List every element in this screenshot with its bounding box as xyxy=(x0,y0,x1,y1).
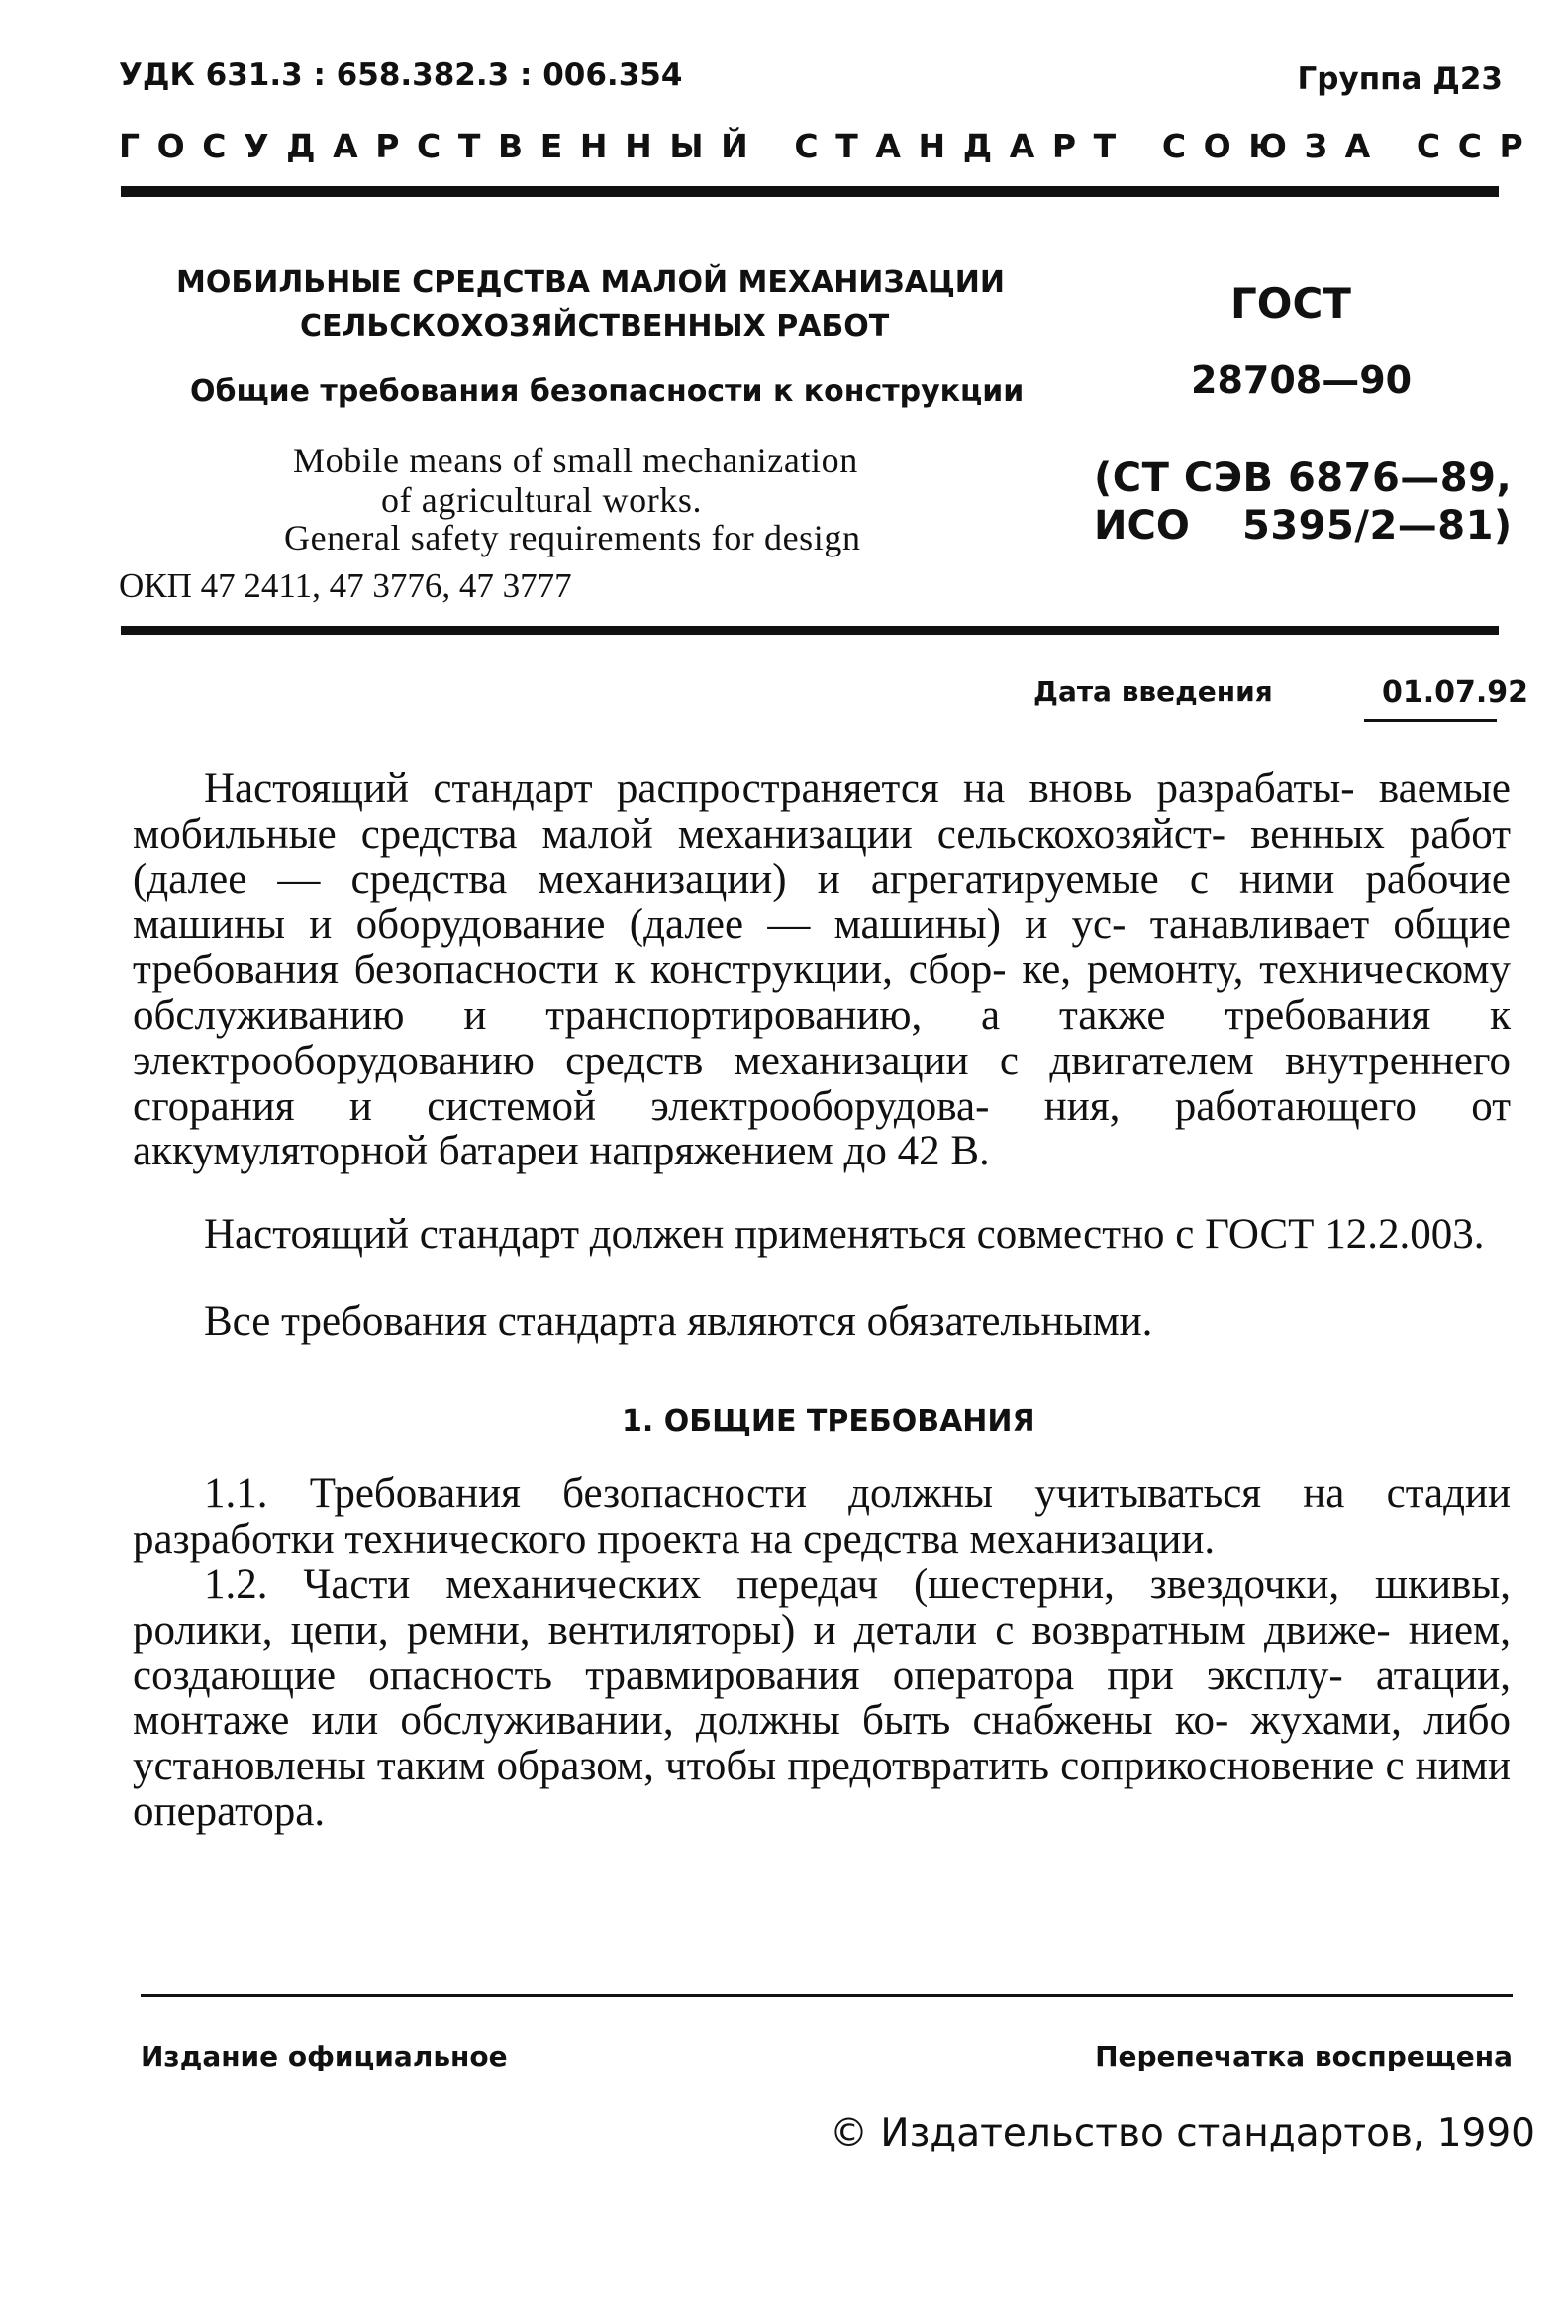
text-line: Настоящий стандарт распространяется на вновь разрабаты- xyxy=(204,765,1355,812)
document-title-line2: СЕЛЬСКОХОЗЯЙСТВЕННЫХ РАБОТ xyxy=(300,309,890,344)
document-subtitle: Общие требования безопасности к конструкции xyxy=(190,374,1025,409)
section-heading: 1. ОБЩИЕ ТРЕБОВАНИЯ xyxy=(622,1404,1035,1439)
text-line: Все требования стандарта являются обязательными. xyxy=(204,1298,1153,1345)
intro-date-label: Дата введения xyxy=(1033,675,1273,708)
text-line: 1.2. Части механических передач (шестерни, звездочки, шкивы, xyxy=(204,1562,1511,1608)
text-line: атации, монтаже или обслуживании, должны быть снабжены ко- xyxy=(133,1652,1511,1745)
mandatory-paragraph xyxy=(133,1299,1511,1345)
group-code: Группа Д23 xyxy=(1297,61,1503,97)
title-block-thick-rule xyxy=(121,626,1499,635)
intro-date-value: 01.07.92 xyxy=(1382,675,1529,710)
english-title-line2: of agricultural works. xyxy=(381,480,703,520)
text-line: ния, работающего от аккумуляторной батареи напряжением до xyxy=(133,1082,1511,1175)
text-line: также требования к электрооборудованию средств механизации с xyxy=(133,991,1511,1084)
text-line: ваемые мобильные средства малой механизации сельскохозяйст- xyxy=(133,765,1511,858)
text-line: венных работ (далее — средства механизации) и агрегатируемые xyxy=(133,810,1512,903)
compatibility-paragraph xyxy=(133,1212,1511,1258)
text-line: двигателем внутреннего сгорания и системой электрооборудова- xyxy=(133,1037,1511,1130)
scope-paragraph xyxy=(133,766,1511,1174)
intro-date-underline xyxy=(1364,719,1497,722)
text-line: танавливает общие требования безопасности к конструкции, сбор- xyxy=(133,901,1511,994)
reprint-prohibited-label: Перепечатка воспрещена xyxy=(1095,2040,1513,2072)
item-1-2 xyxy=(133,1563,1511,1835)
text-line: с ними рабочие машины и оборудование (далее — машины) и ус- xyxy=(133,856,1512,949)
text-line: ролики, цепи, ремни, вентиляторы) и детали с возвратным движе- xyxy=(133,1606,1391,1654)
text-line: ке, ремонту, техническому обслуживанию и транспортированию, а xyxy=(133,947,1511,1039)
text-line: 42 В. xyxy=(897,1128,990,1175)
footer-rule xyxy=(141,1994,1513,1997)
text-line: 1.1. Требования безопасности должны учитываться на стадии xyxy=(204,1470,1511,1517)
copyright-line: © Издательство стандартов, 1990 xyxy=(830,2111,1535,2156)
text-line: разработки технического проекта на средства механизации. xyxy=(133,1515,1216,1563)
gost-label: ГОСТ xyxy=(1230,279,1351,328)
reference-standard-line2-prefix: ИСО xyxy=(1094,503,1190,549)
text-line: 12.2.003. xyxy=(1324,1211,1485,1258)
item-1-1 xyxy=(133,1471,1511,1563)
text-line: Настоящий стандарт должен применяться совместно с ГОСТ xyxy=(204,1211,1315,1258)
gost-number: 28708—90 xyxy=(1191,358,1413,402)
okp-codes: ОКП 47 2411, 47 3776, 47 3777 xyxy=(119,566,572,605)
udk-code: УДК 631.3 : 658.382.3 : 006.354 xyxy=(119,57,683,93)
english-title-line3: General safety requirements for design xyxy=(284,518,861,557)
text-line: жухами, либо установлены таким образом, чтобы предотвратить xyxy=(133,1697,1511,1790)
official-edition-label: Издание официальное xyxy=(141,2040,508,2072)
reference-standard-line2-number: 5395/2—81) xyxy=(1242,503,1513,549)
text-line: нием, создающие опасность травмирования оператора при эксплу- xyxy=(133,1606,1511,1699)
document-title-line1: МОБИЛЬНЫЕ СРЕДСТВА МАЛОЙ МЕХАНИЗАЦИИ xyxy=(176,265,1005,300)
header-thick-rule xyxy=(121,186,1499,197)
state-standard-banner: ГОСУДАРСТВЕННЫЙ СТАНДАРТ СОЮЗА ССР xyxy=(119,127,1541,165)
reference-standard-line1: (СТ СЭВ 6876—89, xyxy=(1094,455,1513,501)
text-line: соприкосновение с ними оператора. xyxy=(133,1743,1512,1835)
english-title-line1: Mobile means of small mechanization xyxy=(293,441,858,480)
